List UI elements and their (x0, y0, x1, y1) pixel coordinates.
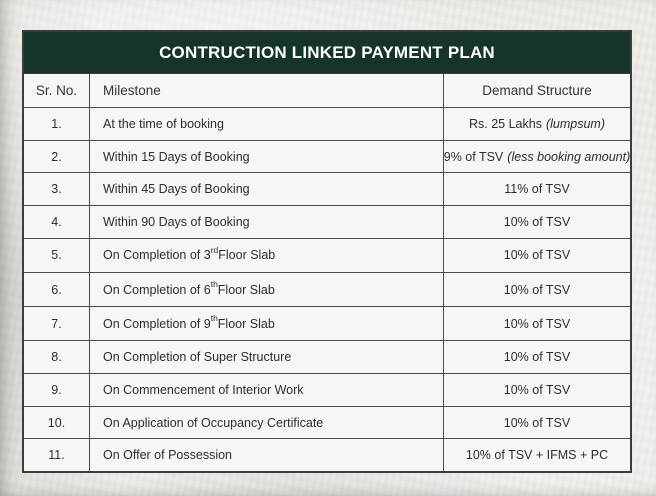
milestone-text: On Offer of Possession (103, 448, 232, 463)
table-row (24, 206, 630, 239)
cell-demand-structure (444, 273, 630, 306)
sr-no-text: 1. (51, 116, 62, 131)
cell-milestone (90, 307, 444, 340)
milestone-text: On Completion of 3 (103, 248, 211, 263)
cell-demand-structure (444, 439, 630, 471)
table-row (24, 239, 630, 273)
demand-note-italic: (lumpsum) (545, 116, 605, 131)
cell-milestone (90, 341, 444, 373)
milestone-text: Within 90 Days of Booking (103, 214, 250, 229)
cell-demand-structure (444, 407, 630, 439)
cell-sr-no (24, 173, 90, 205)
cell-milestone (90, 239, 444, 272)
milestone-text: Within 15 Days of Booking (103, 149, 250, 164)
table-row (24, 307, 630, 341)
cell-milestone (90, 206, 444, 238)
cell-sr-no (24, 407, 90, 439)
cell-milestone (90, 273, 444, 306)
cell-sr-no (24, 206, 90, 238)
demand-text: 10% of TSV (503, 214, 571, 229)
milestone-text-cont: Floor Slab (217, 282, 275, 297)
milestone-superscript: th (210, 278, 218, 289)
table-row (24, 273, 630, 307)
cell-milestone (90, 141, 444, 173)
milestone-text: On Completion of 9 (103, 316, 211, 331)
sr-no-text: 7. (51, 316, 62, 331)
cell-milestone (90, 173, 444, 205)
cell-demand-structure (444, 141, 630, 173)
table-row (24, 407, 630, 440)
table-row (24, 374, 630, 407)
cell-sr-no (24, 307, 90, 340)
cell-demand-structure (444, 341, 630, 373)
cell-demand-structure (444, 173, 630, 205)
milestone-text: At the time of booking (103, 116, 224, 131)
table-row (24, 108, 630, 141)
cell-sr-no (24, 341, 90, 373)
demand-text: 9% of TSV (443, 149, 504, 164)
cell-demand-structure (444, 108, 630, 140)
cell-sr-no (24, 439, 90, 471)
table-header-row (24, 74, 630, 108)
milestone-text: On Application of Occupancy Certificate (103, 415, 324, 430)
table-body (24, 108, 630, 471)
sr-no-text: 3. (51, 182, 62, 197)
demand-text: Rs. 25 Lakhs (468, 116, 542, 131)
demand-text: 11% of TSV (504, 182, 570, 197)
payment-plan-table (22, 30, 632, 473)
table-row (24, 341, 630, 374)
demand-note-italic: (less booking amount) (507, 149, 631, 164)
sr-no-text: 6. (51, 282, 62, 297)
demand-text: 10% of TSV + IFMS + PC (465, 448, 609, 463)
demand-text: 10% of TSV (503, 282, 571, 297)
cell-sr-no (24, 239, 90, 272)
cell-demand-structure (444, 307, 630, 340)
table-title-bar (24, 32, 630, 74)
cell-demand-structure (444, 239, 630, 272)
cell-sr-no (24, 374, 90, 406)
sr-no-text: 8. (51, 350, 62, 365)
cell-milestone (90, 108, 444, 140)
demand-text: 10% of TSV (503, 248, 571, 263)
milestone-text: On Completion of Super Structure (103, 350, 292, 365)
sr-no-text: 10. (47, 415, 66, 430)
milestone-text: On Completion of 6 (103, 282, 211, 297)
sr-no-text: 9. (51, 382, 62, 397)
milestone-text: Within 45 Days of Booking (103, 182, 250, 197)
demand-text: 10% of TSV (503, 350, 571, 365)
cell-demand-structure (444, 206, 630, 238)
header-sr-no: Sr. No. (24, 74, 90, 107)
sr-no-text: 2. (51, 149, 62, 164)
header-demand-structure: Demand Structure (482, 83, 592, 98)
milestone-superscript: th (210, 313, 218, 324)
table-row (24, 439, 630, 471)
table-row (24, 141, 630, 174)
cell-milestone (90, 407, 444, 439)
table-row (24, 173, 630, 206)
demand-text: 10% of TSV (503, 316, 571, 331)
sr-no-text: 11. (48, 448, 65, 463)
sr-no-text: 4. (51, 214, 62, 229)
milestone-text-cont: Floor Slab (217, 316, 275, 331)
cell-sr-no (24, 108, 90, 140)
table-title: CONTRUCTION LINKED PAYMENT PLAN (159, 42, 495, 62)
sr-no-text: 5. (51, 248, 62, 263)
cell-sr-no (24, 141, 90, 173)
demand-text: 10% of TSV (503, 415, 571, 430)
milestone-superscript: rd (210, 244, 219, 255)
milestone-text: On Commencement of Interior Work (103, 382, 304, 397)
demand-text: 10% of TSV (503, 382, 571, 397)
header-milestone: Milestone (90, 74, 444, 107)
cell-milestone (90, 374, 444, 406)
milestone-text-cont: Floor Slab (218, 248, 276, 263)
cell-sr-no (24, 273, 90, 306)
cell-demand-structure (444, 374, 630, 406)
cell-milestone (90, 439, 444, 471)
